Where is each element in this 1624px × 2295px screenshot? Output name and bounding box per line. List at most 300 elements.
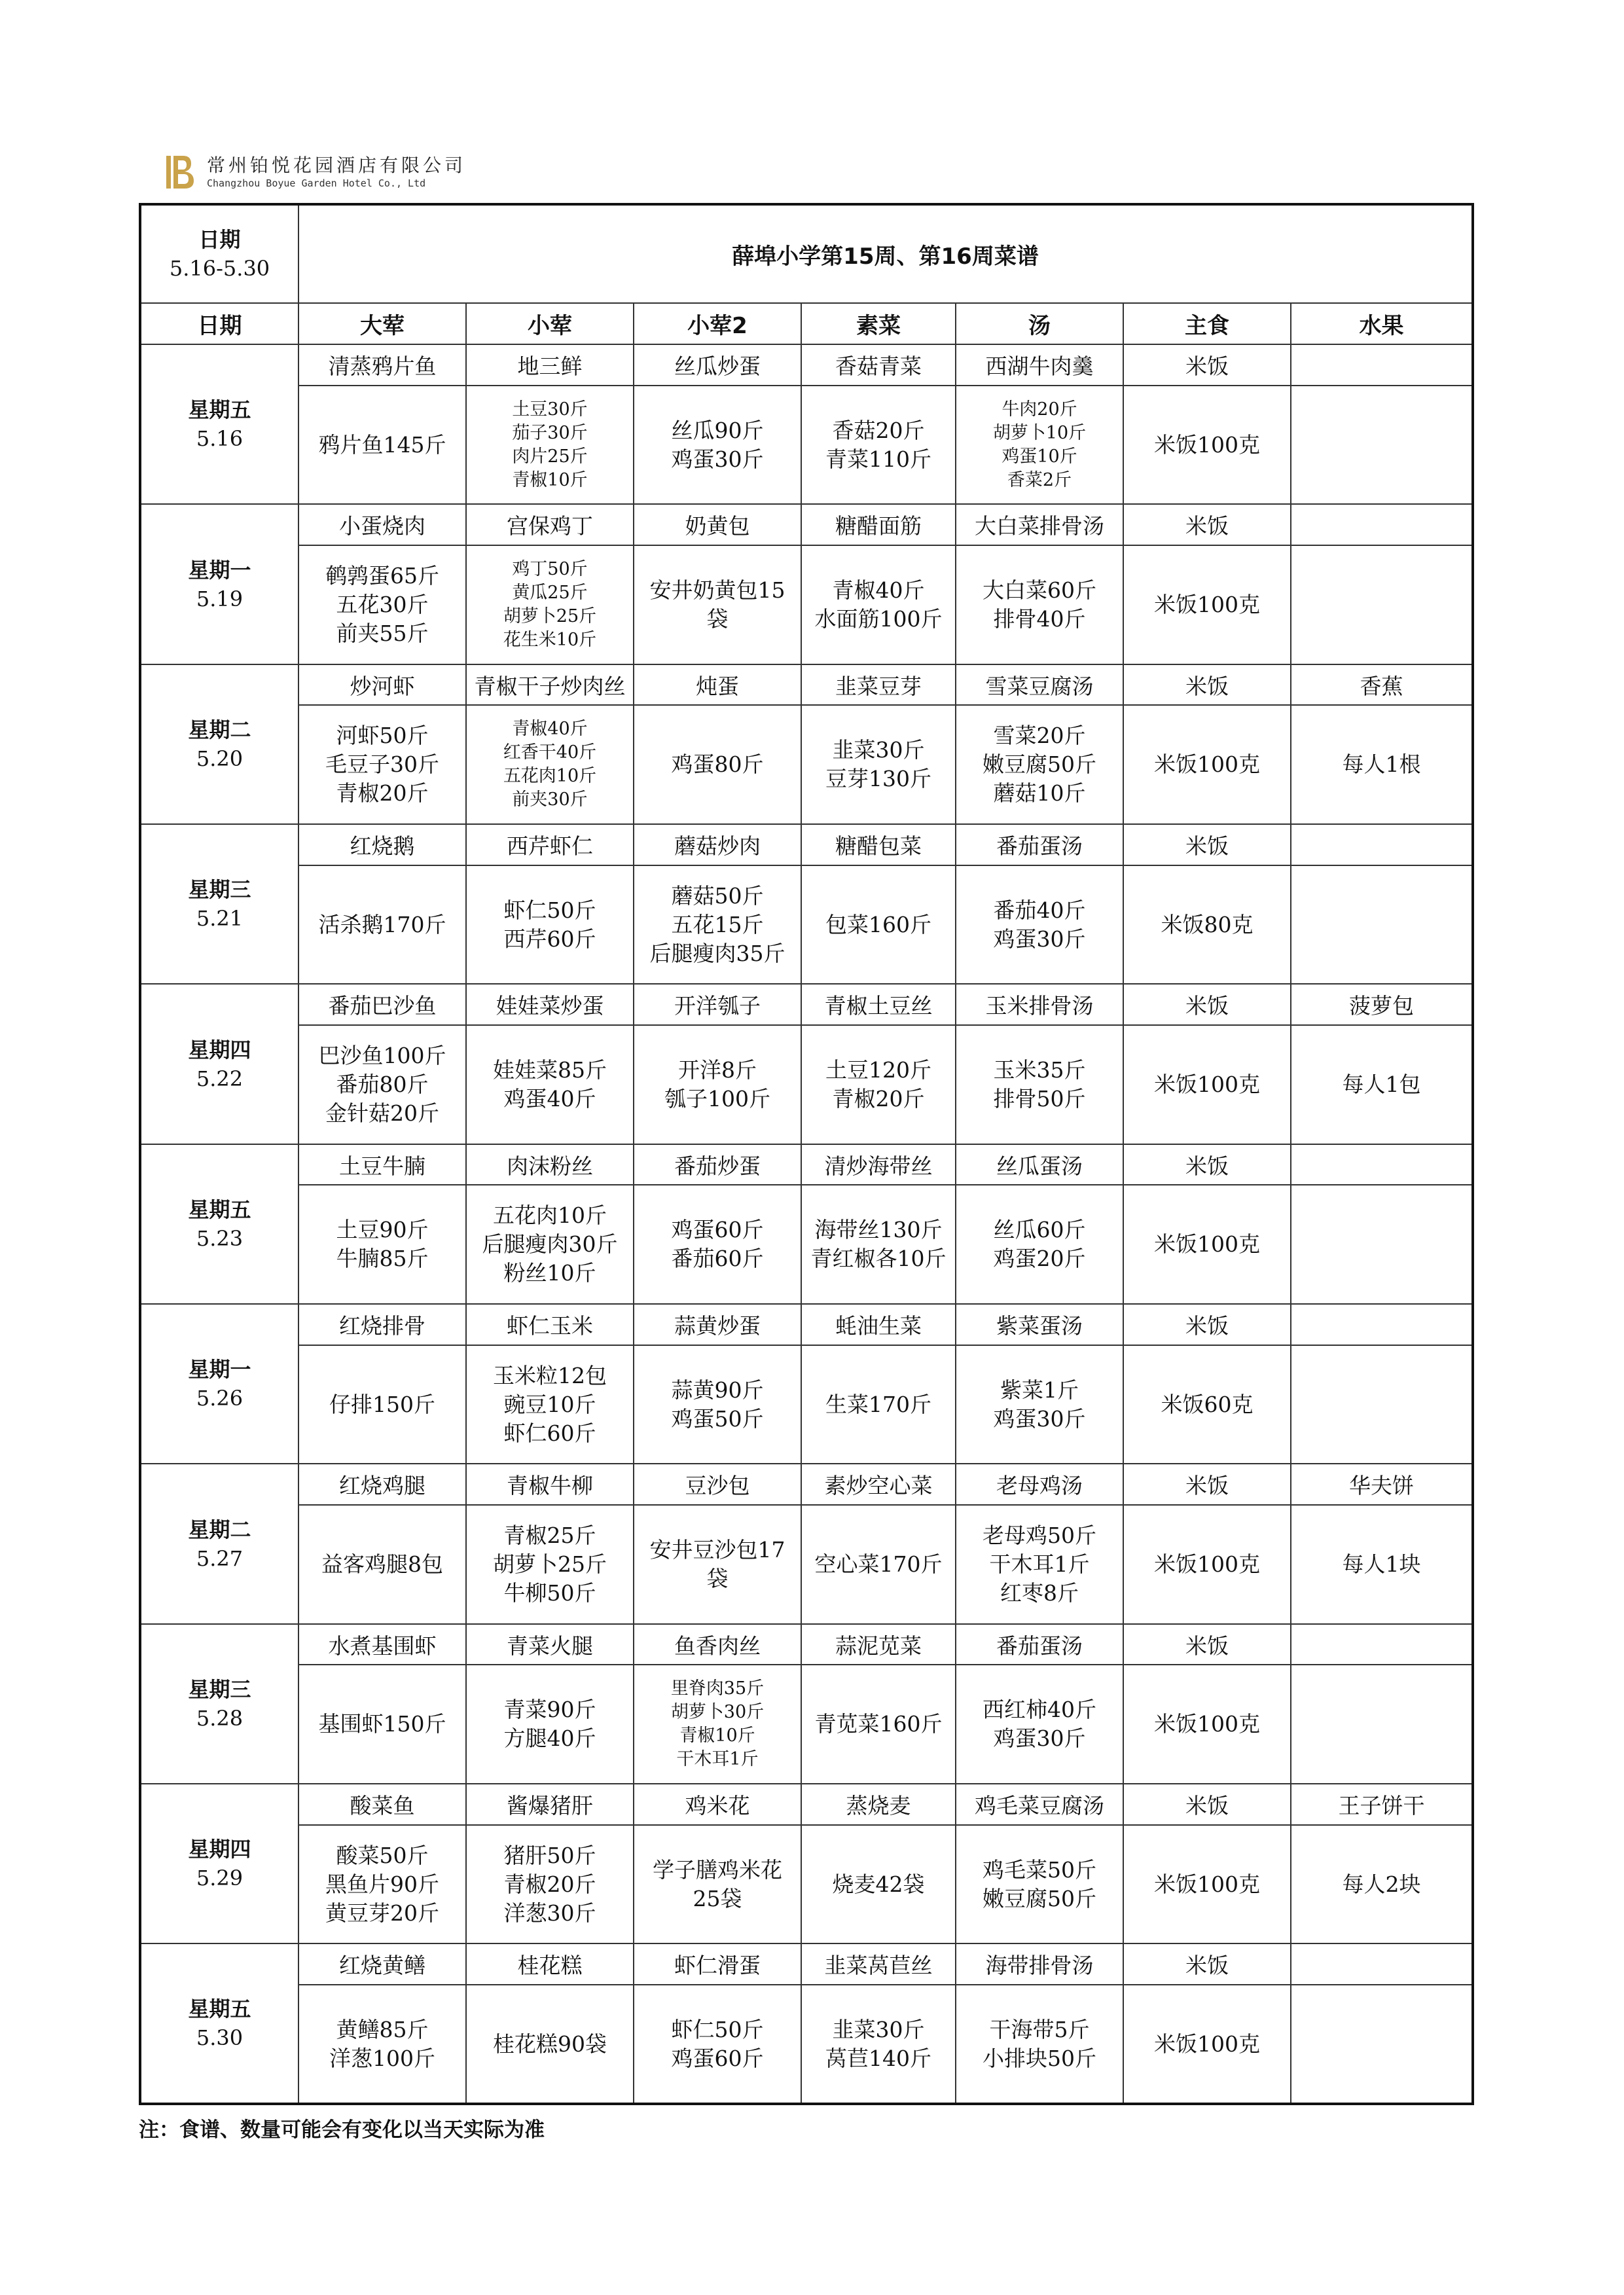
ingredient-line: 金针菇20斤 bbox=[325, 1100, 439, 1126]
column-header-main-meat: 大荤 bbox=[298, 303, 466, 344]
ingredient-line: 干木耳1斤 bbox=[989, 1551, 1090, 1577]
ingredients-main-meat bbox=[298, 865, 466, 985]
weekday-label: 星期五 bbox=[188, 397, 251, 423]
ingredient-line: 鸡蛋30斤 bbox=[993, 926, 1086, 952]
ingredients-vegetable bbox=[801, 1025, 956, 1144]
weekday-label: 星期二 bbox=[188, 717, 251, 742]
ingredients-main-meat bbox=[298, 1345, 466, 1464]
dish-vegetable: 蒸烧麦 bbox=[801, 1784, 956, 1825]
dish-staple: 米饭 bbox=[1123, 1784, 1291, 1825]
ingredients-soup bbox=[956, 1665, 1123, 1784]
ingredient-line: 豌豆10斤 bbox=[503, 1391, 596, 1417]
ingredient-line: 小排块50斤 bbox=[983, 2045, 1096, 2071]
ingredient-line: 青苋菜160斤 bbox=[814, 1711, 943, 1737]
dish-soup: 丝瓜蛋汤 bbox=[956, 1144, 1123, 1185]
ingredient-line: 河虾50斤 bbox=[336, 723, 429, 749]
ingredient-line: 每人1包 bbox=[1342, 1071, 1421, 1097]
ingredient-line: 安井奶黄包15 bbox=[649, 577, 785, 603]
ingredients-staple bbox=[1123, 1025, 1291, 1144]
ingredient-line: 干海带5斤 bbox=[989, 2016, 1090, 2042]
day-dish-row bbox=[140, 664, 1473, 706]
ingredients-side-meat bbox=[466, 1505, 634, 1624]
ingredient-line: 鸦片鱼145斤 bbox=[318, 431, 446, 458]
ingredients-soup bbox=[956, 1505, 1123, 1624]
ingredient-line: 排骨40斤 bbox=[993, 605, 1086, 632]
weekday-label: 星期四 bbox=[188, 1837, 251, 1862]
ingredient-line: 水面筋100斤 bbox=[814, 605, 943, 632]
ingredient-line: 茄子30斤 bbox=[512, 422, 588, 443]
dish-main-meat: 土豆牛腩 bbox=[298, 1144, 466, 1185]
ingredient-line: 西芹60斤 bbox=[503, 926, 596, 952]
dish-fruit bbox=[1291, 1304, 1473, 1345]
ingredients-main-meat bbox=[298, 1665, 466, 1784]
ingredients-vegetable bbox=[801, 1185, 956, 1304]
day-date: 5.30 bbox=[196, 2025, 244, 2051]
ingredients-soup bbox=[956, 705, 1123, 824]
header-row bbox=[140, 204, 1473, 303]
ingredient-line: 米饭100克 bbox=[1154, 431, 1260, 458]
ingredients-side-meat bbox=[466, 1985, 634, 2104]
ingredients-side-meat-2 bbox=[634, 1985, 801, 2104]
ingredient-line: 五花30斤 bbox=[336, 591, 429, 617]
ingredient-line: 袋 bbox=[706, 1565, 729, 1591]
ingredient-line: 胡萝卜10斤 bbox=[992, 422, 1087, 443]
ingredient-line: 米饭100克 bbox=[1154, 1231, 1260, 1257]
ingredient-line: 里脊肉35斤 bbox=[670, 1678, 765, 1699]
day-ingredient-row bbox=[140, 705, 1473, 824]
ingredient-line: 肉片25斤 bbox=[512, 446, 588, 467]
column-header-vegetable: 素菜 bbox=[801, 303, 956, 344]
ingredients-main-meat bbox=[298, 1185, 466, 1304]
day-ingredient-row bbox=[140, 1825, 1473, 1944]
dish-vegetable: 蚝油生菜 bbox=[801, 1304, 956, 1345]
ingredients-side-meat bbox=[466, 1665, 634, 1784]
ingredients-side-meat-2 bbox=[634, 1345, 801, 1464]
dish-fruit bbox=[1291, 344, 1473, 386]
ingredient-line: 桂花糕90袋 bbox=[493, 2031, 607, 2057]
day-cell bbox=[140, 504, 298, 664]
ingredient-line: 鸡毛菜50斤 bbox=[983, 1856, 1096, 1883]
ingredient-line: 安井豆沙包17 bbox=[649, 1536, 785, 1563]
ingredient-line: 每人1根 bbox=[1342, 751, 1421, 778]
dish-side-meat: 宫保鸡丁 bbox=[466, 504, 634, 545]
ingredients-staple bbox=[1123, 1505, 1291, 1624]
day-dish-row bbox=[140, 344, 1473, 386]
ingredients-soup bbox=[956, 1185, 1123, 1304]
ingredient-line: 番茄80斤 bbox=[336, 1071, 429, 1097]
dish-side-meat: 桂花糕 bbox=[466, 1943, 634, 1985]
weekday-label: 星期二 bbox=[188, 1517, 251, 1542]
ingredient-line: 鸡蛋60斤 bbox=[671, 1217, 764, 1243]
ingredient-line: 黄豆芽20斤 bbox=[325, 1900, 439, 1926]
ingredient-line: 青椒20斤 bbox=[503, 1871, 596, 1897]
dish-side-meat: 娃娃菜炒蛋 bbox=[466, 984, 634, 1025]
ingredients-main-meat bbox=[298, 1025, 466, 1144]
dish-fruit bbox=[1291, 504, 1473, 545]
ingredient-line: 蘑菇50斤 bbox=[671, 882, 764, 909]
ingredient-line: 玉米粒12包 bbox=[493, 1362, 607, 1388]
ingredient-line: 干木耳1斤 bbox=[676, 1749, 759, 1770]
dish-main-meat: 番茄巴沙鱼 bbox=[298, 984, 466, 1025]
column-header-fruit: 水果 bbox=[1291, 303, 1473, 344]
ingredient-line: 牛肉20斤 bbox=[1001, 399, 1077, 420]
ingredient-line: 鸡蛋50斤 bbox=[671, 1405, 764, 1432]
menu-title: 薛埠小学第15周、第16周菜谱 bbox=[298, 204, 1473, 303]
dish-staple: 米饭 bbox=[1123, 984, 1291, 1025]
ingredient-line: 前夹55斤 bbox=[336, 620, 429, 646]
day-date: 5.28 bbox=[196, 1705, 244, 1731]
ingredient-line: 活杀鹅170斤 bbox=[318, 911, 446, 937]
day-dish-row bbox=[140, 984, 1473, 1025]
ingredient-line: 米饭100克 bbox=[1154, 1551, 1260, 1577]
ingredients-vegetable bbox=[801, 386, 956, 505]
dish-side-meat-2: 丝瓜炒蛋 bbox=[634, 344, 801, 386]
dish-side-meat-2: 蘑菇炒肉 bbox=[634, 824, 801, 865]
dish-fruit bbox=[1291, 1624, 1473, 1665]
day-dish-row bbox=[140, 1784, 1473, 1825]
ingredient-line: 酸菜50斤 bbox=[336, 1842, 429, 1868]
dish-side-meat-2: 番茄炒蛋 bbox=[634, 1144, 801, 1185]
ingredient-line: 紫菜1斤 bbox=[1000, 1377, 1079, 1403]
ingredient-line: 香菇20斤 bbox=[832, 417, 925, 443]
ingredient-line: 猪肝50斤 bbox=[503, 1842, 596, 1868]
dish-main-meat: 红烧排骨 bbox=[298, 1304, 466, 1345]
dish-fruit: 华夫饼 bbox=[1291, 1464, 1473, 1505]
dish-staple: 米饭 bbox=[1123, 1624, 1291, 1665]
ingredients-staple bbox=[1123, 705, 1291, 824]
day-ingredient-row bbox=[140, 865, 1473, 985]
ingredient-line: 巴沙鱼100斤 bbox=[318, 1042, 446, 1068]
ingredient-line: 青椒40斤 bbox=[832, 577, 925, 603]
dish-soup: 紫菜蛋汤 bbox=[956, 1304, 1123, 1345]
day-date: 5.26 bbox=[196, 1386, 244, 1411]
ingredient-line: 黄鳝85斤 bbox=[336, 2016, 429, 2042]
dish-fruit bbox=[1291, 1144, 1473, 1185]
dish-side-meat-2: 鸡米花 bbox=[634, 1784, 801, 1825]
ingredient-line: 海带丝130斤 bbox=[814, 1217, 943, 1243]
dish-soup: 海带排骨汤 bbox=[956, 1943, 1123, 1985]
ingredients-fruit bbox=[1291, 1825, 1473, 1944]
dish-vegetable: 糖醋面筋 bbox=[801, 504, 956, 545]
ingredients-fruit bbox=[1291, 545, 1473, 664]
day-cell bbox=[140, 1784, 298, 1943]
dish-staple: 米饭 bbox=[1123, 344, 1291, 386]
ingredients-vegetable bbox=[801, 865, 956, 985]
ingredients-main-meat bbox=[298, 705, 466, 824]
dish-soup: 鸡毛菜豆腐汤 bbox=[956, 1784, 1123, 1825]
ingredients-side-meat-2 bbox=[634, 545, 801, 664]
ingredients-side-meat-2 bbox=[634, 705, 801, 824]
ingredients-main-meat bbox=[298, 1985, 466, 2104]
dish-fruit: 香蕉 bbox=[1291, 664, 1473, 706]
ingredients-staple bbox=[1123, 1345, 1291, 1464]
ingredient-line: 仔排150斤 bbox=[329, 1391, 435, 1417]
dish-side-meat: 西芹虾仁 bbox=[466, 824, 634, 865]
dish-fruit bbox=[1291, 1943, 1473, 1985]
ingredient-line: 黑鱼片90斤 bbox=[325, 1871, 439, 1897]
dish-soup: 大白菜排骨汤 bbox=[956, 504, 1123, 545]
menu-table bbox=[139, 203, 1474, 2105]
dish-side-meat-2: 炖蛋 bbox=[634, 664, 801, 706]
dish-vegetable: 糖醋包菜 bbox=[801, 824, 956, 865]
ingredients-staple bbox=[1123, 865, 1291, 985]
ingredient-line: 米饭100克 bbox=[1154, 1871, 1260, 1897]
day-ingredient-row bbox=[140, 1985, 1473, 2104]
ingredient-line: 包菜160斤 bbox=[825, 911, 931, 937]
day-dish-row bbox=[140, 1943, 1473, 1985]
ingredients-soup bbox=[956, 1025, 1123, 1144]
ingredient-line: 大白菜60斤 bbox=[983, 577, 1096, 603]
company-name-cn: 常州铂悦花园酒店有限公司 bbox=[207, 154, 467, 176]
dish-side-meat: 地三鲜 bbox=[466, 344, 634, 386]
ingredient-line: 青椒40斤 bbox=[512, 719, 588, 740]
ingredients-side-meat-2 bbox=[634, 1185, 801, 1304]
ingredients-side-meat bbox=[466, 865, 634, 985]
ingredient-line: 老母鸡50斤 bbox=[983, 1522, 1096, 1548]
ingredient-line: 青椒10斤 bbox=[679, 1726, 755, 1746]
ingredients-vegetable bbox=[801, 545, 956, 664]
ingredient-line: 鸡蛋60斤 bbox=[671, 2045, 764, 2071]
day-date: 5.22 bbox=[196, 1066, 244, 1091]
dish-fruit bbox=[1291, 824, 1473, 865]
dish-staple: 米饭 bbox=[1123, 504, 1291, 545]
dish-fruit: 王子饼干 bbox=[1291, 1784, 1473, 1825]
ingredients-side-meat bbox=[466, 386, 634, 505]
ingredient-line: 米饭100克 bbox=[1154, 751, 1260, 778]
day-cell bbox=[140, 664, 298, 824]
ingredient-line: 粉丝10斤 bbox=[503, 1260, 596, 1286]
ingredient-line: 五花肉10斤 bbox=[493, 1202, 607, 1229]
ingredients-staple bbox=[1123, 1985, 1291, 2104]
ingredient-line: 嫩豆腐50斤 bbox=[983, 751, 1096, 778]
ingredient-line: 蒜黄90斤 bbox=[671, 1377, 764, 1403]
dish-vegetable: 蒜泥苋菜 bbox=[801, 1624, 956, 1665]
ingredients-staple bbox=[1123, 1185, 1291, 1304]
dish-soup: 西湖牛肉羹 bbox=[956, 344, 1123, 386]
dish-soup: 番茄蛋汤 bbox=[956, 1624, 1123, 1665]
dish-side-meat: 青椒牛柳 bbox=[466, 1464, 634, 1505]
ingredient-line: 番茄60斤 bbox=[671, 1246, 764, 1272]
day-date: 5.19 bbox=[196, 586, 244, 611]
ingredient-line: 排骨50斤 bbox=[993, 1085, 1086, 1111]
dish-vegetable: 韭菜豆芽 bbox=[801, 664, 956, 706]
ingredient-line: 青菜110斤 bbox=[825, 446, 931, 472]
day-ingredient-row bbox=[140, 1345, 1473, 1464]
ingredient-line: 鸡丁50斤 bbox=[512, 558, 588, 579]
footnote: 注：食谱、数量可能会有变化以当天实际为准 bbox=[139, 2118, 545, 2142]
day-cell bbox=[140, 1144, 298, 1304]
weekday-label: 星期一 bbox=[188, 557, 251, 583]
ingredients-side-meat-2 bbox=[634, 1825, 801, 1944]
ingredient-line: 红香干40斤 bbox=[503, 742, 597, 763]
ingredients-fruit bbox=[1291, 386, 1473, 505]
dish-soup: 玉米排骨汤 bbox=[956, 984, 1123, 1025]
ingredient-line: 莴苣140斤 bbox=[825, 2045, 931, 2071]
dish-vegetable: 素炒空心菜 bbox=[801, 1464, 956, 1505]
ingredients-fruit bbox=[1291, 1985, 1473, 2104]
column-header-row bbox=[140, 303, 1473, 344]
dish-main-meat: 水煮基围虾 bbox=[298, 1624, 466, 1665]
ingredients-side-meat-2 bbox=[634, 386, 801, 505]
ingredients-vegetable bbox=[801, 705, 956, 824]
ingredients-soup bbox=[956, 1825, 1123, 1944]
dish-side-meat: 酱爆猪肝 bbox=[466, 1784, 634, 1825]
ingredient-line: 鸡蛋40斤 bbox=[503, 1085, 596, 1111]
ingredient-line: 空心菜170斤 bbox=[814, 1551, 943, 1577]
dish-fruit: 菠萝包 bbox=[1291, 984, 1473, 1025]
column-header-side-meat: 小荤 bbox=[466, 303, 634, 344]
dish-vegetable: 香菇青菜 bbox=[801, 344, 956, 386]
ingredient-line: 每人1块 bbox=[1342, 1551, 1421, 1577]
company-logo bbox=[164, 152, 466, 192]
ingredient-line: 豆芽130斤 bbox=[825, 766, 931, 792]
day-ingredient-row bbox=[140, 1505, 1473, 1624]
column-header-staple: 主食 bbox=[1123, 303, 1291, 344]
column-header-date: 日期 bbox=[140, 303, 298, 344]
ingredients-side-meat-2 bbox=[634, 1505, 801, 1624]
ingredient-line: 丝瓜90斤 bbox=[671, 417, 764, 443]
day-date: 5.21 bbox=[196, 906, 244, 931]
day-ingredient-row bbox=[140, 386, 1473, 505]
column-header-soup: 汤 bbox=[956, 303, 1123, 344]
day-ingredient-row bbox=[140, 545, 1473, 664]
day-ingredient-row bbox=[140, 1665, 1473, 1784]
ingredient-line: 每人2块 bbox=[1342, 1871, 1421, 1897]
ingredient-line: 胡萝卜25斤 bbox=[493, 1551, 607, 1577]
ingredients-fruit bbox=[1291, 1665, 1473, 1784]
ingredient-line: 开洋8斤 bbox=[678, 1057, 757, 1083]
ingredient-line: 前夹30斤 bbox=[512, 789, 588, 810]
ingredients-side-meat bbox=[466, 545, 634, 664]
ingredient-line: 胡萝卜30斤 bbox=[670, 1702, 765, 1723]
ingredients-main-meat bbox=[298, 1825, 466, 1944]
day-date: 5.16 bbox=[196, 426, 244, 452]
ingredient-line: 娃娃菜85斤 bbox=[493, 1057, 607, 1083]
weekday-label: 星期五 bbox=[188, 1997, 251, 2022]
dish-side-meat: 虾仁玉米 bbox=[466, 1304, 634, 1345]
ingredient-line: 米饭100克 bbox=[1154, 2031, 1260, 2057]
day-ingredient-row bbox=[140, 1025, 1473, 1144]
dish-vegetable: 清炒海带丝 bbox=[801, 1144, 956, 1185]
ingredient-line: 鸡蛋80斤 bbox=[671, 751, 764, 778]
header-date-label: 日期 bbox=[198, 227, 241, 253]
header-date-range: 5.16-5.30 bbox=[169, 256, 270, 281]
day-dish-row bbox=[140, 824, 1473, 865]
ingredient-line: 西红柿40斤 bbox=[983, 1697, 1096, 1723]
day-date: 5.29 bbox=[196, 1866, 244, 1891]
day-date: 5.27 bbox=[196, 1545, 244, 1571]
ingredients-side-meat bbox=[466, 1345, 634, 1464]
ingredient-line: 洋葱30斤 bbox=[503, 1900, 596, 1926]
dish-staple: 米饭 bbox=[1123, 824, 1291, 865]
ingredient-line: 韭菜30斤 bbox=[832, 2016, 925, 2042]
ingredients-fruit bbox=[1291, 705, 1473, 824]
dish-vegetable: 青椒土豆丝 bbox=[801, 984, 956, 1025]
dish-side-meat-2: 开洋瓠子 bbox=[634, 984, 801, 1025]
dish-staple: 米饭 bbox=[1123, 1144, 1291, 1185]
dish-main-meat: 红烧黄鳝 bbox=[298, 1943, 466, 1985]
ingredient-line: 鹌鹑蛋65斤 bbox=[325, 562, 439, 588]
dish-side-meat-2: 鱼香肉丝 bbox=[634, 1624, 801, 1665]
dish-side-meat-2: 虾仁滑蛋 bbox=[634, 1943, 801, 1985]
dish-side-meat-2: 豆沙包 bbox=[634, 1464, 801, 1505]
ingredients-fruit bbox=[1291, 1025, 1473, 1144]
weekday-label: 星期一 bbox=[188, 1357, 251, 1382]
ingredients-fruit bbox=[1291, 1185, 1473, 1304]
ingredients-soup bbox=[956, 1345, 1123, 1464]
dish-main-meat: 酸菜鱼 bbox=[298, 1784, 466, 1825]
weekday-label: 星期三 bbox=[188, 1676, 251, 1702]
ingredient-line: 青椒20斤 bbox=[336, 780, 429, 806]
ingredients-vegetable bbox=[801, 1665, 956, 1784]
ingredient-line: 胡萝卜25斤 bbox=[503, 605, 597, 626]
ingredients-main-meat bbox=[298, 545, 466, 664]
ingredient-line: 青椒25斤 bbox=[503, 1522, 596, 1548]
ingredient-line: 香菜2斤 bbox=[1007, 469, 1072, 490]
dish-soup: 老母鸡汤 bbox=[956, 1464, 1123, 1505]
dish-main-meat: 清蒸鸦片鱼 bbox=[298, 344, 466, 386]
ingredient-line: 蘑菇10斤 bbox=[993, 780, 1086, 806]
dish-soup: 雪菜豆腐汤 bbox=[956, 664, 1123, 706]
ingredient-line: 米饭80克 bbox=[1161, 911, 1254, 937]
ingredient-line: 青红椒各10斤 bbox=[810, 1246, 947, 1272]
weekday-label: 星期四 bbox=[188, 1037, 251, 1062]
dish-staple: 米饭 bbox=[1123, 1304, 1291, 1345]
day-cell bbox=[140, 344, 298, 504]
ingredient-line: 25袋 bbox=[693, 1885, 742, 1911]
ingredient-line: 毛豆子30斤 bbox=[325, 751, 439, 778]
ingredients-fruit bbox=[1291, 1345, 1473, 1464]
dish-main-meat: 炒河虾 bbox=[298, 664, 466, 706]
dish-side-meat: 青菜火腿 bbox=[466, 1624, 634, 1665]
ingredient-line: 米饭100克 bbox=[1154, 1711, 1260, 1737]
ingredients-staple bbox=[1123, 1825, 1291, 1944]
dish-soup: 番茄蛋汤 bbox=[956, 824, 1123, 865]
ingredients-fruit bbox=[1291, 865, 1473, 985]
ingredients-side-meat bbox=[466, 1825, 634, 1944]
ingredients-staple bbox=[1123, 545, 1291, 664]
ingredient-line: 鸡蛋10斤 bbox=[1001, 446, 1077, 467]
ingredient-line: 袋 bbox=[706, 605, 729, 632]
company-name-en: Changzhou Boyue Garden Hotel Co., Ltd bbox=[207, 177, 426, 189]
ingredients-side-meat bbox=[466, 1025, 634, 1144]
ingredient-line: 鸡蛋30斤 bbox=[671, 446, 764, 472]
ingredient-line: 益客鸡腿8包 bbox=[321, 1551, 443, 1577]
ingredient-line: 红枣8斤 bbox=[1000, 1580, 1079, 1606]
weekday-label: 星期三 bbox=[188, 877, 251, 903]
day-cell bbox=[140, 824, 298, 984]
ingredient-line: 后腿瘦肉30斤 bbox=[482, 1231, 618, 1257]
ingredient-line: 五花15斤 bbox=[671, 911, 764, 937]
day-cell bbox=[140, 1464, 298, 1623]
day-cell bbox=[140, 984, 298, 1144]
column-header-side-meat-2: 小荤2 bbox=[634, 303, 801, 344]
ingredient-line: 番茄40斤 bbox=[993, 897, 1086, 923]
dish-vegetable: 韭菜莴苣丝 bbox=[801, 1943, 956, 1985]
boyue-logo-icon bbox=[164, 152, 198, 192]
ingredient-line: 虾仁50斤 bbox=[503, 897, 596, 923]
dish-side-meat: 青椒干子炒肉丝 bbox=[466, 664, 634, 706]
ingredient-line: 雪菜20斤 bbox=[993, 723, 1086, 749]
ingredients-staple bbox=[1123, 1665, 1291, 1784]
ingredient-line: 牛柳50斤 bbox=[503, 1580, 596, 1606]
ingredient-line: 烧麦42袋 bbox=[832, 1871, 925, 1897]
dish-side-meat: 肉沫粉丝 bbox=[466, 1144, 634, 1185]
ingredients-staple bbox=[1123, 386, 1291, 505]
ingredient-line: 虾仁50斤 bbox=[671, 2016, 764, 2042]
ingredient-line: 土豆30斤 bbox=[512, 399, 588, 420]
ingredient-line: 黄瓜25斤 bbox=[512, 582, 588, 603]
